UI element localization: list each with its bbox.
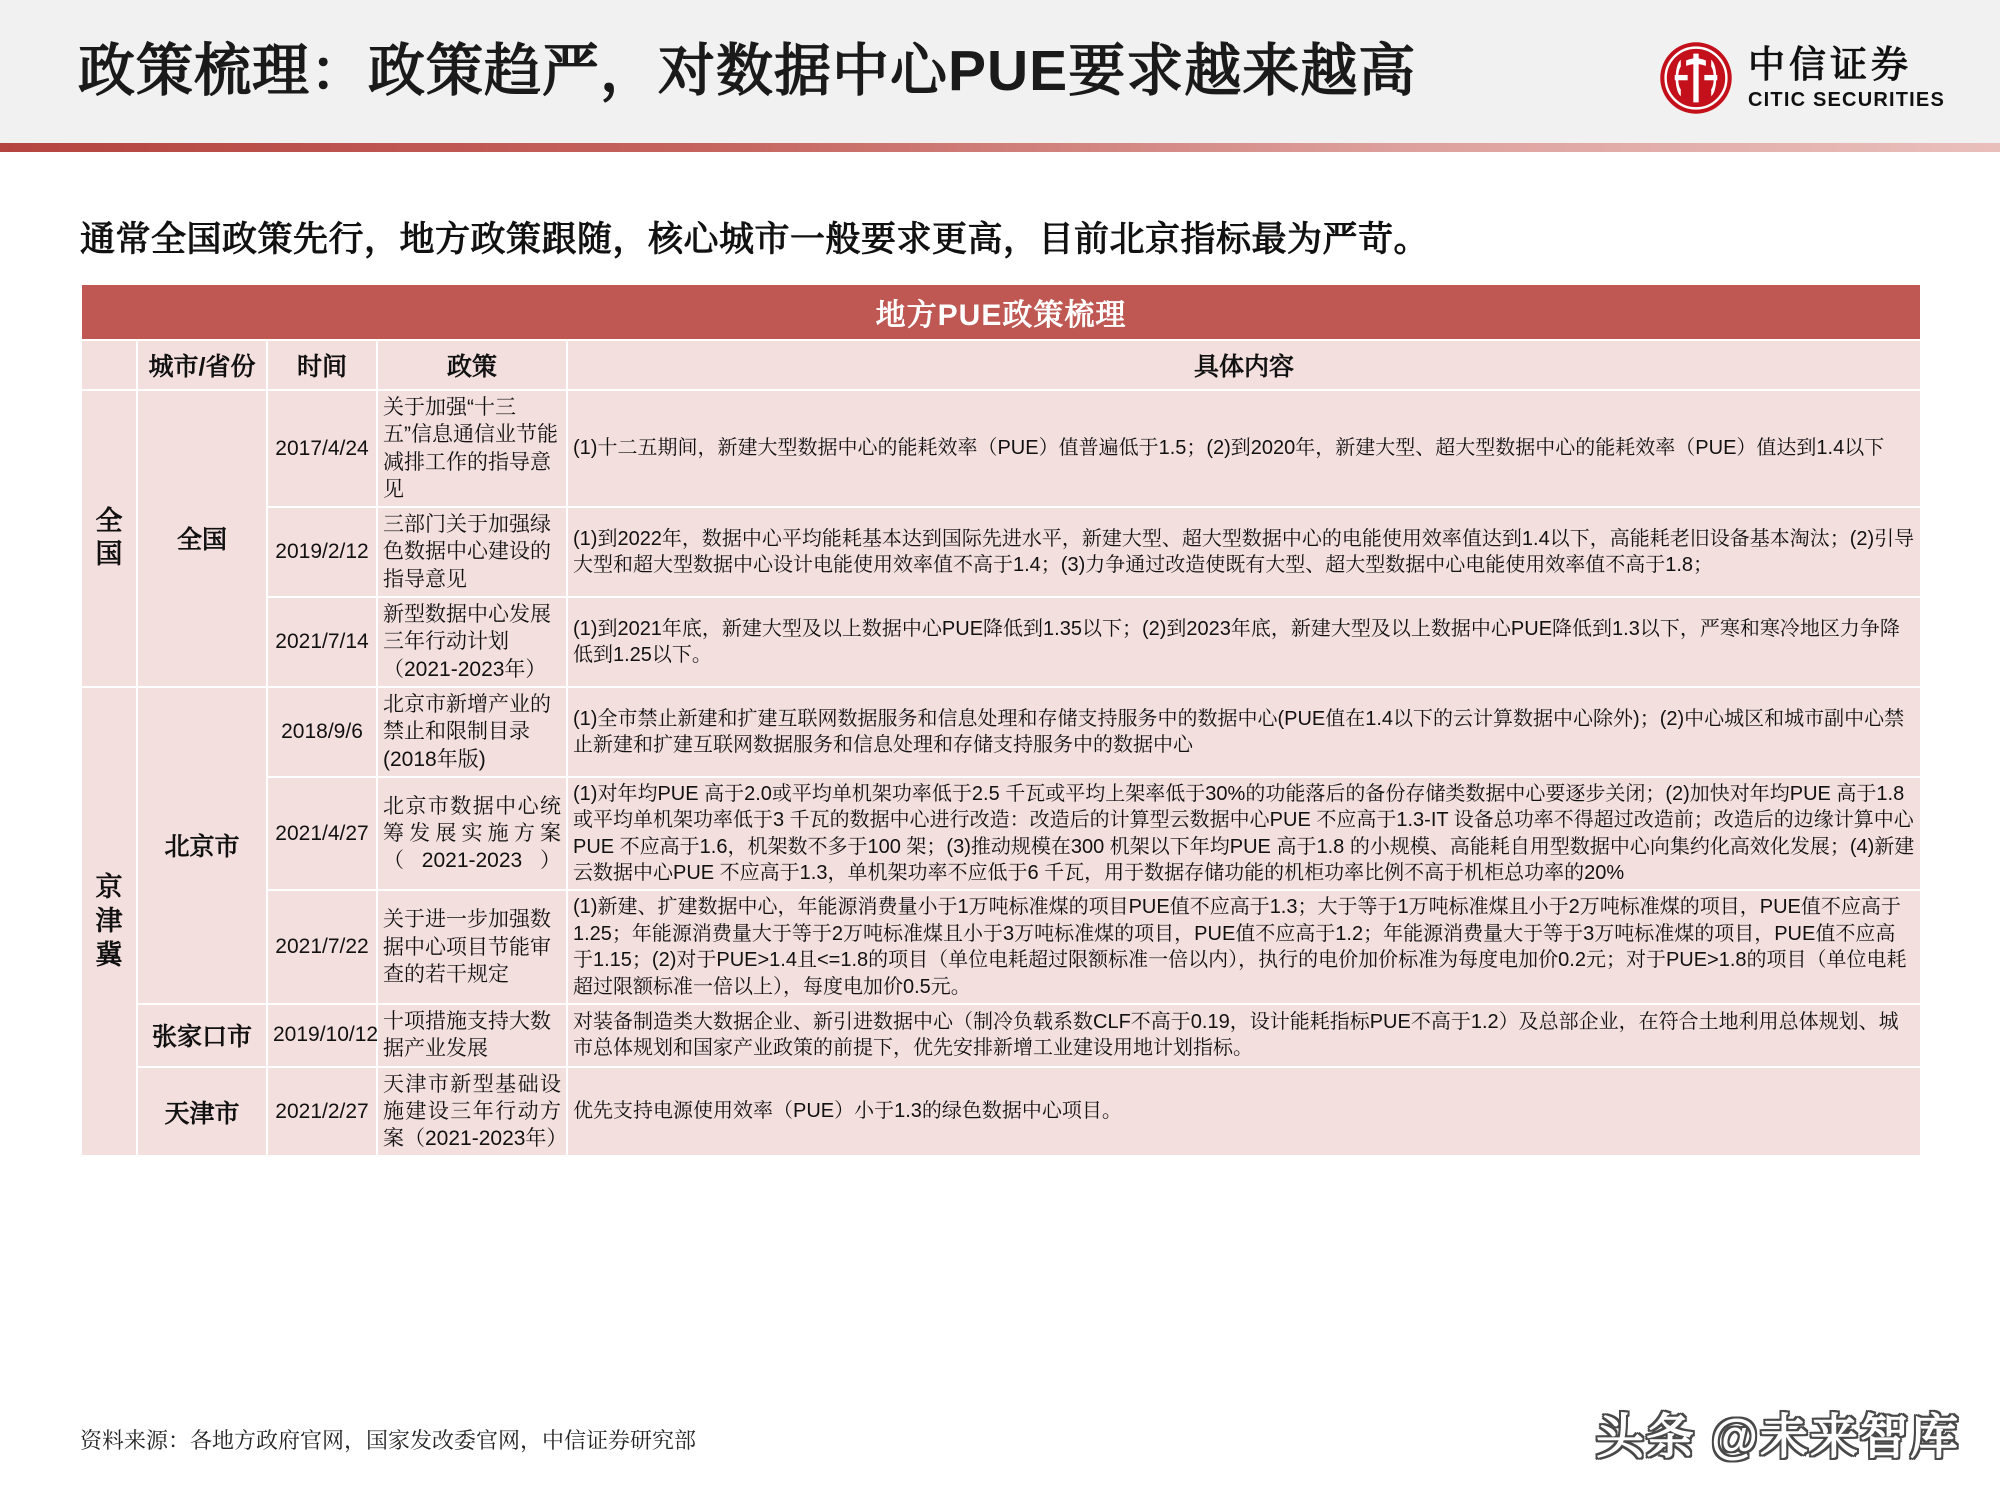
- table-title: 地方PUE政策梳理: [81, 284, 1921, 340]
- col-header-city: 城市/省份: [137, 340, 267, 390]
- col-header-date: 时间: [267, 340, 377, 390]
- policy-table-wrap: [80, 283, 1920, 1157]
- table-row: [81, 1004, 1921, 1067]
- policy-cell: 关于进一步加强数据中心项目节能审查的若干规定: [377, 890, 567, 1004]
- table-row: [81, 890, 1921, 1004]
- table-title-row: [81, 284, 1921, 340]
- region-cell: 京津冀: [81, 687, 137, 1157]
- table-row: [81, 390, 1921, 507]
- date-cell: 2017/4/24: [267, 390, 377, 507]
- date-cell: 2021/2/27: [267, 1067, 377, 1157]
- table-row: [81, 777, 1921, 891]
- table-row: [81, 597, 1921, 687]
- policy-cell: 北京市新增产业的禁止和限制目录(2018年版): [377, 687, 567, 777]
- watermark: 头条 @未来智库: [1595, 1411, 1960, 1464]
- city-cell: 全国: [137, 390, 267, 687]
- logo-chinese-name: 中信证券: [1748, 43, 1912, 86]
- logo-english-name: CITIC SECURITIES: [1748, 89, 1945, 111]
- date-cell: 2018/9/6: [267, 687, 377, 777]
- date-cell: 2019/2/12: [267, 507, 377, 597]
- page-title: 政策梳理：政策趋严，对数据中心PUE要求越来越高: [78, 39, 1417, 103]
- date-cell: 2021/7/22: [267, 890, 377, 1004]
- source-note: 资料来源：各地方政府官网，国家发改委官网，中信证券研究部: [80, 1428, 697, 1453]
- city-cell: 张家口市: [137, 1004, 267, 1067]
- table-header-row: [81, 340, 1921, 390]
- content-cell: (1)对年均PUE 高于2.0或平均单机架功率低于2.5 千瓦或平均上架率低于30%的功能落后的备份存储类数据中心要逐步关闭；(2)加快对年均PUE 高于1.8或平均单机架功率低于3 千瓦的数据中心进行改造：改造后的计算型云数据中心PUE 不应高于1.3-IT 设备总功率不得超过改造前；改造后的边缘计算中心PUE 不应高于1.6，机架数不多于100 架；(3)推动规模在300 机架以下年均PUE 高于1.8 的小规模、高能耗自用型数据中心向集约化高效化发展；(4)新建云数据中心PUE 不应高于1.3，单机架功率不应低于6 千瓦，用于数据存储功能的机柜功率比例不高于机柜总功率的20%: [567, 777, 1921, 891]
- date-cell: 2021/7/14: [267, 597, 377, 687]
- policy-cell: 天津市新型基础设施建设三年行动方案（2021-2023年）: [377, 1067, 567, 1157]
- date-cell: 2021/4/27: [267, 777, 377, 891]
- content-cell: (1)新建、扩建数据中心，年能源消费量小于1万吨标准煤的项目PUE值不应高于1.3；大于等于1万吨标准煤且小于2万吨标准煤的项目，PUE值不应高于1.25；年能源消费量大于等于2万吨标准煤且小于3万吨标准煤的项目，PUE值不应高于1.2；年能源消费量大于等于3万吨标准煤的项目，PUE值不应高于1.15；(2)对于PUE>1.4且<=1.8的项目（单位电耗超过限额标准一倍以内），执行的电价加价标准为每度电加价0.2元；对于PUE>1.8的项目（单位电耗超过限额标准一倍以上），每度电加价0.5元。: [567, 890, 1921, 1004]
- region-cell: 全国: [81, 390, 137, 687]
- col-header-policy: 政策: [377, 340, 567, 390]
- brand-logo: [1658, 40, 1945, 116]
- citic-logo-icon: [1658, 40, 1734, 116]
- policy-table: [80, 283, 1922, 1157]
- table-row: [81, 1067, 1921, 1157]
- content-cell: (1)十二五期间，新建大型数据中心的能耗效率（PUE）值普遍低于1.5；(2)到2020年，新建大型、超大型数据中心的能耗效率（PUE）值达到1.4以下: [567, 390, 1921, 507]
- subtitle: 通常全国政策先行，地方政策跟随，核心城市一般要求更高，目前北京指标最为严苛。: [80, 220, 1430, 259]
- policy-cell: 新型数据中心发展三年行动计划（2021-2023年）: [377, 597, 567, 687]
- content-cell: (1)全市禁止新建和扩建互联网数据服务和信息处理和存储支持服务中的数据中心(PUE值在1.4以下的云计算数据中心除外)；(2)中心城区和城市副中心禁止新建和扩建互联网数据服务和信息处理和存储支持服务中的数据中心: [567, 687, 1921, 777]
- header-divider: [0, 143, 2000, 152]
- col-header-content: 具体内容: [567, 340, 1921, 390]
- policy-cell: 北京市数据中心统筹发展实施方案（2021-2023）: [377, 777, 567, 891]
- content-cell: 优先支持电源使用效率（PUE）小于1.3的绿色数据中心项目。: [567, 1067, 1921, 1157]
- content-cell: (1)到2021年底，新建大型及以上数据中心PUE降低到1.35以下；(2)到2023年底，新建大型及以上数据中心PUE降低到1.3以下，严寒和寒冷地区力争降低到1.25以下。: [567, 597, 1921, 687]
- content-cell: 对装备制造类大数据企业、新引进数据中心（制冷负载系数CLF不高于0.19，设计能耗指标PUE不高于1.2）及总部企业，在符合土地利用总体规划、城市总体规划和国家产业政策的前提下，优先安排新增工业建设用地计划指标。: [567, 1004, 1921, 1067]
- policy-cell: 关于加强“十三五”信息通信业节能减排工作的指导意见: [377, 390, 567, 507]
- content-cell: (1)到2022年，数据中心平均能耗基本达到国际先进水平，新建大型、超大型数据中心的电能使用效率值达到1.4以下，高能耗老旧设备基本淘汰；(2)引导大型和超大型数据中心设计电能使用效率值不高于1.4；(3)力争通过改造使既有大型、超大型数据中心电能使用效率值不高于1.8；: [567, 507, 1921, 597]
- date-cell: 2019/10/12: [267, 1004, 377, 1067]
- table-row: [81, 507, 1921, 597]
- col-header-blank: [81, 340, 137, 390]
- table-row: [81, 687, 1921, 777]
- city-cell: 北京市: [137, 687, 267, 1004]
- policy-cell: 三部门关于加强绿色数据中心建设的指导意见: [377, 507, 567, 597]
- policy-cell: 十项措施支持大数据产业发展: [377, 1004, 567, 1067]
- city-cell: 天津市: [137, 1067, 267, 1157]
